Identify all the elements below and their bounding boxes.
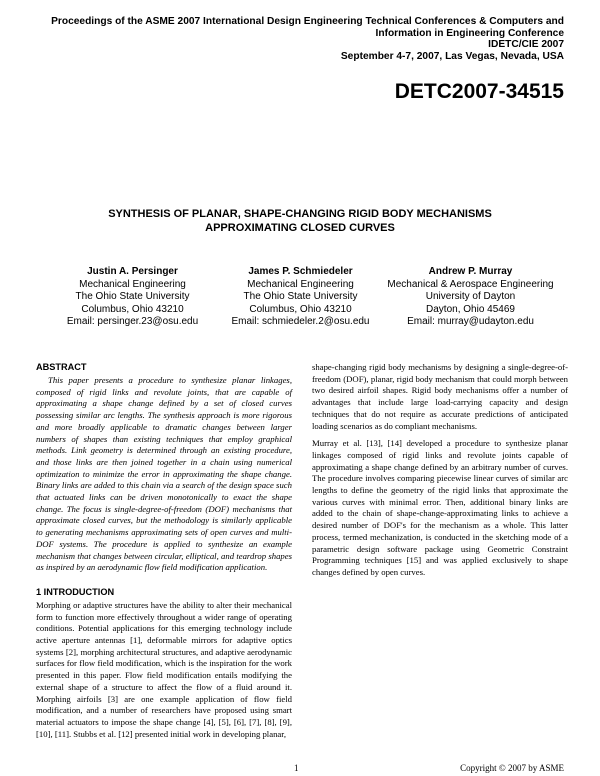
proceedings-line-4: September 4-7, 2007, Las Vegas, Nevada, USA bbox=[340, 50, 564, 62]
paper-title bbox=[40, 207, 560, 235]
author-institution: University of Dayton bbox=[425, 291, 516, 302]
paper-title-line-1: SYNTHESIS OF PLANAR, SHAPE-CHANGING RIGID BODY MECHANISMS bbox=[108, 208, 492, 220]
author-city: Dayton, Ohio 45469 bbox=[426, 303, 515, 315]
left-column bbox=[36, 362, 292, 740]
introduction-heading: 1 INTRODUCTION bbox=[36, 586, 115, 597]
author-block-1 bbox=[40, 266, 225, 329]
page-number: 1 bbox=[294, 763, 299, 773]
author-institution: The Ohio State University bbox=[75, 291, 190, 302]
paper-id: DETC2007-34515 bbox=[394, 80, 564, 103]
author-dept: Mechanical Engineering bbox=[79, 278, 186, 290]
introduction-paragraph-2: Murray et al. [13], [14] developed a procedure to synthesize planar linkages composed of rigid links and revolute joints capable of approximating a shape change defined by an arbitrary number of curves. The procedure involves comparing piecewise linear curves of similar arc lengths to define the geometry of the rigid links that approximate the various curves with minimal error. Then, additional binary links are added to the chain of shape-change-approximating links to achieve a desired number of DOF's for the mechanism as a whole. This latter process, termed mechanization, is conducted in the sketching mode of a parametric design software package using Geometric Constraint Programming techniques [15] and was applied exclusively to shape changes defined by open curves. bbox=[312, 438, 568, 577]
copyright-notice: Copyright © 2007 by ASME bbox=[460, 763, 564, 773]
author-block-2 bbox=[208, 266, 393, 329]
author-block-3 bbox=[378, 266, 563, 329]
right-column bbox=[312, 362, 568, 579]
author-city: Columbus, Ohio 43210 bbox=[81, 303, 184, 315]
abstract-heading: ABSTRACT bbox=[36, 362, 87, 372]
introduction-paragraph-1: Morphing or adaptive structures have the ability to alter their mechanical form to function more effectively throughout a wider range of operating conditions. Potential applications for this emerging technology include active aperture antennas [1], deformable mirrors for adaptive optics systems [2], morphing architectural structures, and adaptive aerodynamic surfaces for flow field modification, which is the inspiration for the work presented in this paper. Flow field modification entails modifying the external shape of a structure to affect the flow of a fluid around it. Morphing airfoils [3] are one example application of flow field modification, and a number of researchers have proposed using smart material actuators to impose the shape change [4], [5], [6], [7], [8], [9], [10], [11]. Stubbs et al. [12] presented initial work in developing planar, bbox=[36, 599, 292, 739]
author-email: Email: persinger.23@osu.edu bbox=[66, 316, 199, 327]
author-email: Email: schmiedeler.2@osu.edu bbox=[231, 316, 370, 327]
introduction-paragraph-1-continued: shape-changing rigid body mechanisms by designing a single-degree-of-freedom (DOF), planar, rigid body mechanism that could morph between two desired airfoil shapes. Rigid body mechanisms offer a number of advantages that include large load-carrying capacity and design techniques that do not require as accurate predictions of anticipated loading scenarios as do compliant mechanisms. bbox=[312, 362, 568, 431]
author-institution: The Ohio State University bbox=[243, 291, 358, 302]
paper-title-line-2: APPROXIMATING CLOSED CURVES bbox=[205, 222, 395, 234]
proceedings-line-2: Information in Engineering Conference bbox=[375, 27, 564, 39]
proceedings-line-3: IDETC/CIE 2007 bbox=[488, 39, 564, 51]
author-city: Columbus, Ohio 43210 bbox=[249, 303, 352, 315]
proceedings-header bbox=[44, 16, 564, 62]
proceedings-line-1: Proceedings of the ASME 2007 International Design Engineering Technical Conferences & Computers and bbox=[51, 16, 564, 27]
author-dept: Mechanical & Aerospace Engineering bbox=[387, 278, 554, 290]
author-name: Andrew P. Murray bbox=[428, 266, 513, 277]
author-name: Justin A. Persinger bbox=[87, 266, 178, 277]
author-email: Email: murray@udayton.edu bbox=[407, 316, 534, 327]
abstract-text: This paper presents a procedure to synthesize planar linkages, composed of rigid links and revolute joints, that are capable of approximating a shape change defined by a set of closed curves possessing similar arc lengths. The synthesis approach is more rigorous and more broadly applicable to dramatic changes between larger numbers of shapes than existing techniques that employ graphical methods. Link geometry is determined through an existing procedure, and those links are then joined together in a chain using numerical optimization to minimize the error in approximating the shape change. Binary links are added to this chain via a search of the design space such that actuated links can be driven monotonically to exact the shape change. The focus is single-degree-of-freedom (DOF) mechanisms that approximate closed curves, but the methodology is similarly applicable to generating mechanisms approximating sets of open curves and multi-DOF systems. The procedure is applied to synthesize an example mechanism that changes between circular, elliptical, and teardrop shapes as inspired by an aerodynamic flow field modification application. bbox=[36, 375, 292, 573]
author-name: James P. Schmiedeler bbox=[248, 266, 353, 277]
author-dept: Mechanical Engineering bbox=[247, 278, 354, 290]
